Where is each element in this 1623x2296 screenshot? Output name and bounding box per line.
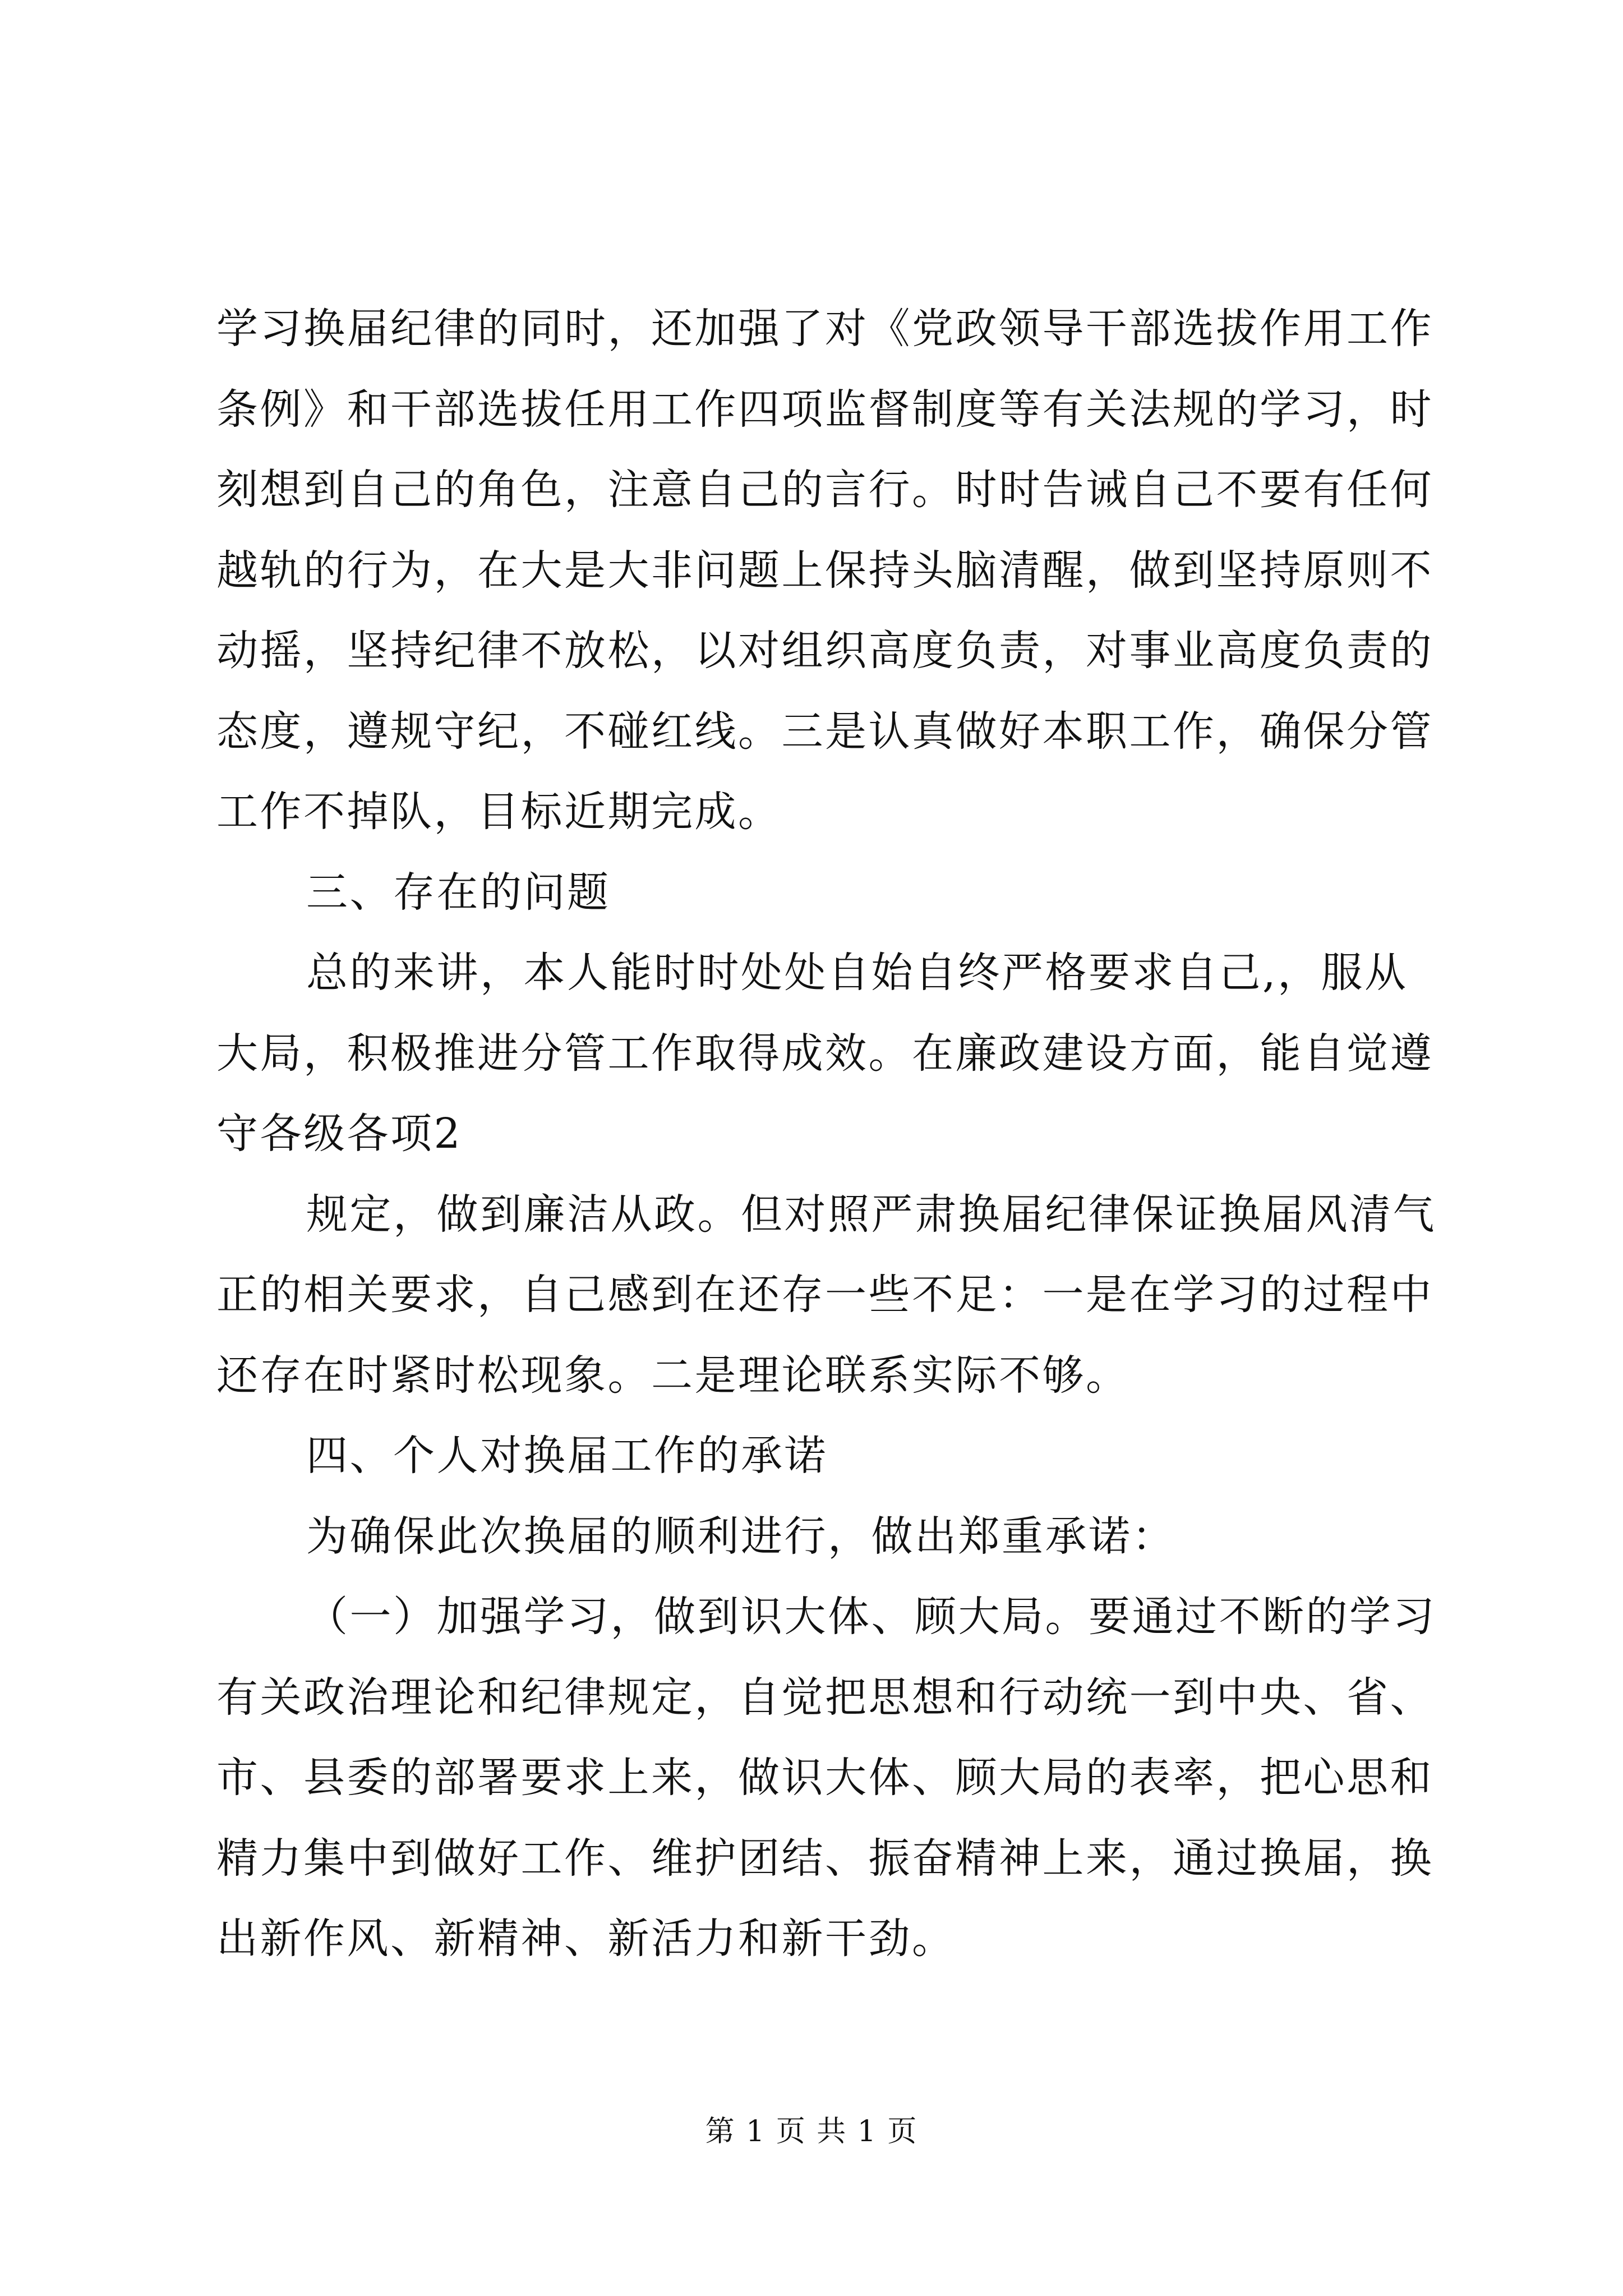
text-line: 还存在时紧时松现象。二是理论联系实际不够。	[216, 1351, 1129, 1400]
text-line: 守各级各项2	[216, 1110, 463, 1158]
page-number-footer: 第 1 页 共 1 页	[705, 2115, 918, 2148]
text-line: 出新作风、新精神、新活力和新干劲。	[216, 1915, 956, 1963]
text-line: 工作不掉队，目标近期完成。	[216, 788, 782, 836]
text-line: 为确保此次换届的顺利进行，做出郑重承诺：	[306, 1512, 1175, 1561]
text-line: 越轨的行为，在大是大非问题上保持头脑清醒，做到坚持原则不	[216, 546, 1433, 595]
text-line: 市、县委的部署要求上来，做识大体、顾大局的表率，把心思和	[216, 1754, 1433, 1802]
text-line: 刻想到自己的角色，注意自己的言行。时时告诫自己不要有任何	[216, 466, 1433, 514]
text-line: 动摇，坚持纪律不放松，以对组织高度负责，对事业高度负责的	[216, 627, 1433, 675]
section-heading: 四、个人对换届工作的承诺	[306, 1432, 828, 1480]
text-line: 大局，积极推进分管工作取得成效。在廉政建设方面，能自觉遵	[216, 1029, 1433, 1078]
document-body	[216, 289, 1436, 1980]
text-line: 正的相关要求，自己感到在还存一些不足：一是在学习的过程中	[216, 1271, 1433, 1319]
text-line: 态度，遵规守纪，不碰红线。三是认真做好本职工作，确保分管	[216, 707, 1433, 756]
text-line: 有关政治理论和纪律规定，自觉把思想和行动统一到中央、省、	[216, 1673, 1433, 1722]
text-line: （一）加强学习，做到识大体、顾大局。要通过不断的学习	[306, 1593, 1436, 1641]
text-line: 条例》和干部选拔任用工作四项监督制度等有关法规的学习，时	[216, 385, 1433, 434]
text-line: 规定，做到廉洁从政。但对照严肃换届纪律保证换届风清气	[306, 1190, 1436, 1239]
text-line: 学习换届纪律的同时，还加强了对《党政领导干部选拔作用工作	[216, 305, 1433, 353]
section-heading: 三、存在的问题	[306, 868, 611, 917]
text-line: 精力集中到做好工作、维护团结、振奋精神上来，通过换届，换	[216, 1834, 1433, 1883]
text-line: 总的来讲，本人能时时处处自始自终严格要求自己,，服从	[306, 949, 1408, 997]
